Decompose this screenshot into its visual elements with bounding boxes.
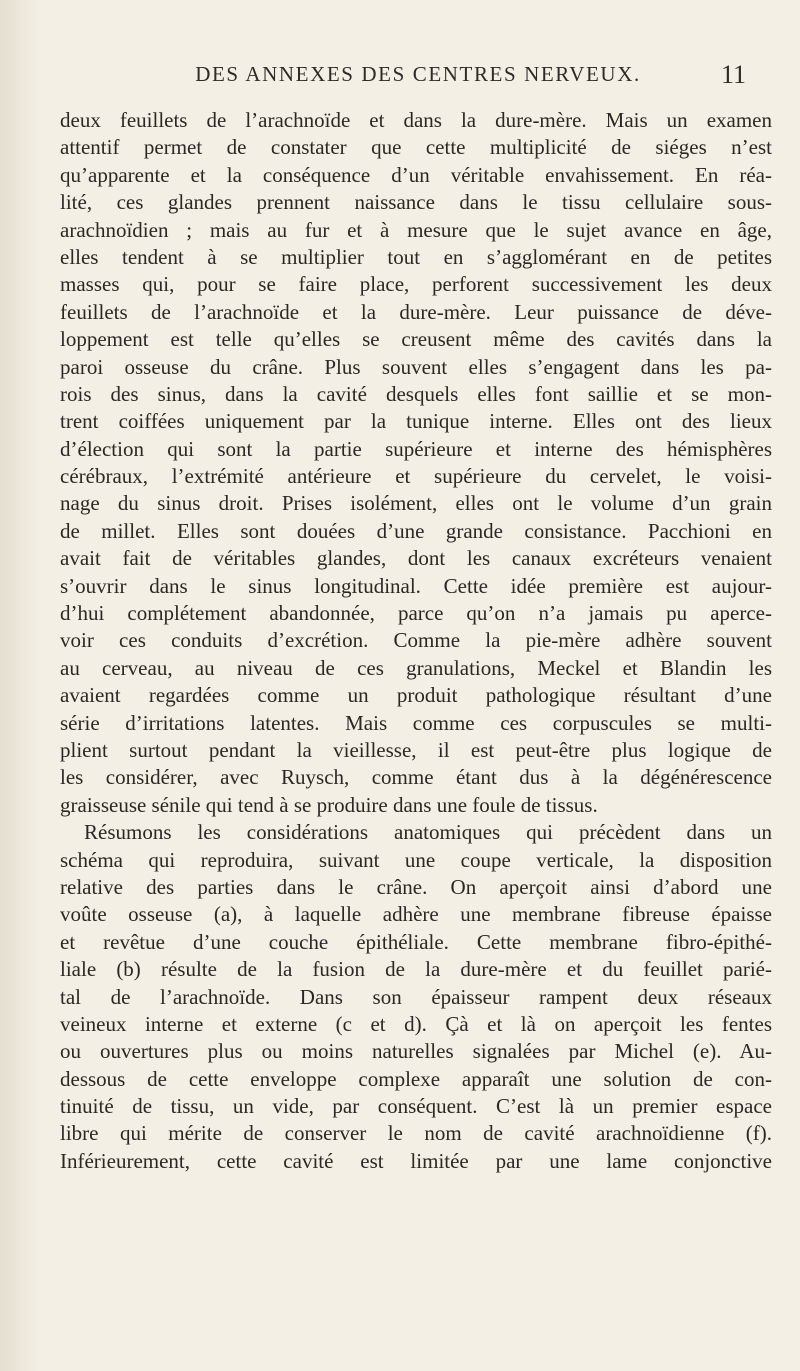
running-head: DES ANNEXES DES CENTRES NERVEUX. [195,62,641,86]
page-header [90,62,746,102]
text-line: ou ouvertures plus ou moins naturelles signalées par Michel (e). Au- [60,1039,772,1064]
text-line: lité, ces glandes prennent naissance dans le tissu cellulaire sous- [60,190,772,215]
text-line: tal de l’arachnoïde. Dans son épaisseur rampent deux réseaux [60,984,772,1009]
text-line: trent coiffées uniquement par la tunique interne. Elles ont des lieux [60,409,772,434]
text-line: voir ces conduits d’excrétion. Comme la pie-mère adhère souvent [60,628,772,653]
text-line: dessous de cette enveloppe complexe apparaît une solution de con- [60,1066,772,1091]
text-line: libre qui mérite de conserver le nom de cavité arachnoïdienne (f). [60,1121,772,1146]
text-line: graisseuse sénile qui tend à se produire dans une foule de tissus. [60,792,598,817]
text-line: loppement est telle qu’elles se creusent même des cavités dans la [60,327,772,352]
text-line: nage du sinus droit. Prises isolément, elles ont le volume d’un grain [60,491,772,516]
text-line: paroi osseuse du crâne. Plus souvent elles s’engagent dans les pa- [60,354,772,379]
text-line: feuillets de l’arachnoïde et la dure-mère. Leur puissance de déve- [60,299,772,324]
text-line: les considérer, avec Ruysch, comme étant dus à la dégénérescence [60,765,772,790]
text-line: avaient regardées comme un produit pathologique résultant d’une [60,683,772,708]
text-line: Résumons les considérations anatomiques qui précèdent dans un [84,820,772,845]
page-number: 11 [720,60,746,89]
text-line: elles tendent à se multiplier tout en s’agglomérant en de petites [60,244,772,269]
text-line: plient surtout pendant la vieillesse, il est peut-être plus logique de [60,737,772,762]
text-line: avait fait de véritables glandes, dont les canaux excréteurs venaient [60,546,772,571]
text-line: rois des sinus, dans la cavité desquels elles font saillie et se mon- [60,381,772,406]
text-line: cérébraux, l’extrémité antérieure et supérieure du cervelet, le voisi- [60,464,772,489]
text-line: et revêtue d’une couche épithéliale. Cette membrane fibro-épithé- [60,929,772,954]
text-line: masses qui, pour se faire place, perforent successivement les deux [60,272,772,297]
text-line: d’élection qui sont la partie supérieure et interne des hémisphères [60,436,772,461]
text-line: tinuité de tissu, un vide, par conséquent. C’est là un premier espace [60,1094,772,1119]
text-line: veineux interne et externe (c et d). Çà et là on aperçoit les fentes [60,1011,772,1036]
text-line: voûte osseuse (a), à laquelle adhère une membrane fibreuse épaisse [60,902,772,927]
text-line: série d’irritations latentes. Mais comme ces corpuscules se multi- [60,710,772,735]
text-line: liale (b) résulte de la fusion de la dure-mère et du feuillet parié- [60,957,772,982]
text-line: s’ouvrir dans le sinus longitudinal. Cette idée première est aujour- [60,573,772,598]
text-line: relative des parties dans le crâne. On aperçoit ainsi d’abord une [60,874,772,899]
text-line: d’hui complétement abandonnée, parce qu’on n’a jamais pu aperce- [60,601,772,626]
body-text [60,107,772,1175]
text-line: schéma qui reproduira, suivant une coupe verticale, la disposition [60,847,772,872]
text-line: deux feuillets de l’arachnoïde et dans la dure-mère. Mais un examen [60,108,772,132]
text-line: de millet. Elles sont douées d’une grande consistance. Pacchioni en [60,518,772,543]
text-line: qu’apparente et la conséquence d’un véritable envahissement. En réa- [60,162,772,187]
text-line: au cerveau, au niveau de ces granulations, Meckel et Blandin les [60,655,772,680]
text-line: arachnoïdien ; mais au fur et à mesure que le sujet avance en âge, [60,217,772,242]
text-line: attentif permet de constater que cette multiplicité de siéges n’est [60,135,772,160]
text-line: Inférieurement, cette cavité est limitée par une lame conjonctive [60,1148,772,1173]
